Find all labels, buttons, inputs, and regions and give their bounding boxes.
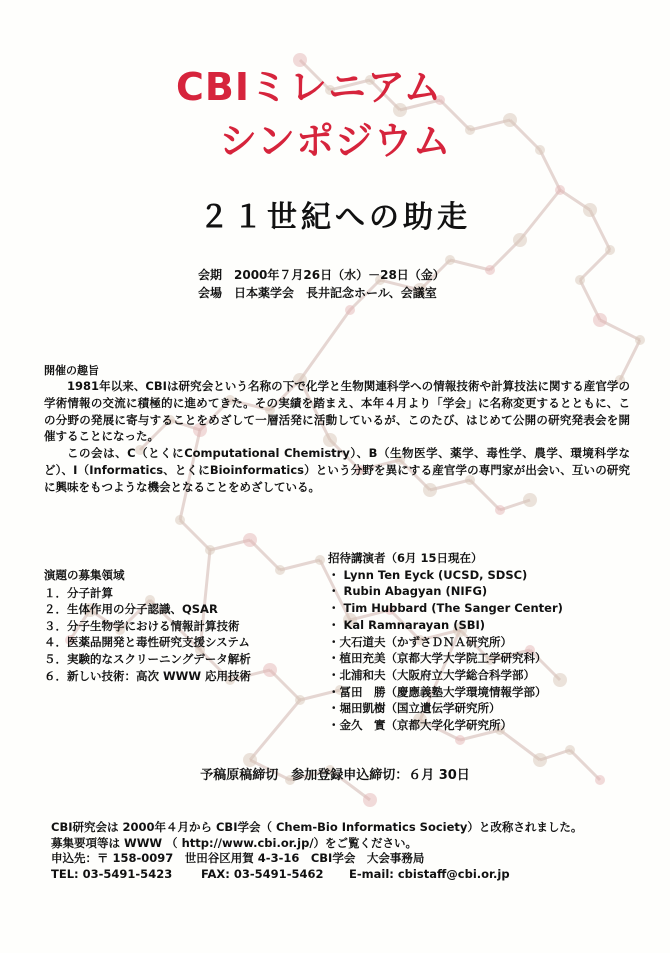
speaker-item: ・ Tim Hubbard (The Sanger Center) [328, 601, 563, 616]
speaker-item: ・大石道夫（かずさＤＮＡ研究所） [328, 634, 512, 649]
footer-info [51, 820, 582, 882]
molecule-atom [175, 515, 185, 525]
topic-item: ４．医薬品開発と毒性研究支援システム [44, 635, 250, 650]
footer-web-notice: 募集要項等は WWW （ http://www.cbi.or.jp/）をご覧ください。 [51, 835, 418, 850]
title-line-1: CBIミレニアム [176, 65, 443, 109]
topic-item: １．分子計算 [44, 585, 113, 600]
footer-fax: FAX: 03-5491-5462 [201, 866, 324, 881]
molecule-atom [503, 113, 517, 127]
speaker-item: ・金久 實（京都大学化学研究所） [328, 718, 512, 733]
topic-item: ６．新しい技術：高次 WWW 応用技術 [44, 668, 252, 683]
molecule-atom [445, 255, 455, 265]
title-line-2: シンポジウム [219, 119, 452, 163]
speakers-list [328, 550, 648, 734]
purpose-paragraph-2: この会は、C（とくにComputational Chemistry）、B（生物医学、薬学、毒性学、農学、環境科学など）、I（Informatics、とくにBioinformatics）という分野を異にする産官学の専門家が出会い、互いの研究に興味をもつような機会となることをめざしている。 [44, 446, 630, 494]
molecule-atom [295, 695, 305, 705]
molecule-bond [250, 700, 300, 760]
topics-list [44, 567, 334, 684]
molecule-bond [300, 310, 350, 380]
molecule-bond [620, 340, 640, 380]
topic-item: ３．分子生物学における情報計算技術 [44, 618, 240, 633]
speaker-item: ・北浦和夫（大阪府立大学総合科学部） [328, 667, 535, 682]
molecule-atom [575, 275, 585, 285]
footer-address: 申込先：〒 158-0097 世田谷区用賀 4-3-16 CBI学会 大会事務局 [51, 851, 425, 866]
topic-item: ２．生体作用の分子認識、QSAR [44, 602, 218, 617]
topic-item: ５．実験的なスクリーニングデータ解析 [44, 651, 251, 666]
speaker-item: ・ Lynn Ten Eyck (UCSD, SDSC) [328, 567, 528, 582]
subtitle: ２１世紀への助走 [199, 200, 471, 235]
molecule-atom [465, 125, 475, 135]
molecule-bond [180, 520, 210, 550]
molecule-bond [540, 150, 560, 190]
molecule-atom [635, 335, 645, 345]
molecule-atom [345, 305, 355, 315]
footer-email: E-mail: cbistaff@cbi.or.jp [349, 866, 510, 881]
purpose-body [44, 378, 630, 496]
molecule-atom [315, 555, 325, 565]
speaker-item: ・植田充美（京都大学大学院工学研究科） [328, 651, 547, 666]
date-line: 会期 2000年７月26日（水）－28日（金） [198, 268, 445, 282]
purpose-paragraph-1: 1981年以来、CBIは研究会という名称の下で化学と生物関連科学への情報技術や計算技法に関する産官学の学術情報の交流に積極的に進めてきた。その実績を踏まえ、本年４月より「学会」に名称変更するとともに、この分野の発展に寄与することをめざして一層活発に活動しているが、このたび、はじめて公開の研究発表会を開催することになった。 [44, 379, 630, 444]
molecule-bond [580, 250, 610, 280]
molecule-atom [455, 735, 465, 745]
footer-tel: TEL: 03-5491-5423 [51, 866, 173, 881]
molecule-atom [593, 313, 607, 327]
purpose-heading: 開催の趣旨 [44, 364, 99, 377]
deadline-notice: 予稿原稿締切 参加登録申込締切：６月 30日 [200, 768, 470, 783]
molecule-atom [243, 533, 257, 547]
footer-contact-row [51, 867, 582, 883]
speaker-item: ・冨田 勝（慶應義塾大学環境情報学部） [328, 684, 547, 699]
molecule-bond [450, 260, 490, 270]
footer-rename-notice: CBI研究会は 2000年４月から CBI学会（ Chem-Bio Informatics Society）と改称されました。 [51, 820, 583, 834]
molecule-atom [495, 505, 505, 515]
molecule-atom [485, 265, 495, 275]
topics-heading: 演題の募集領域 [44, 568, 125, 582]
molecule-atom [205, 545, 215, 555]
molecule-bond [500, 730, 540, 760]
speakers-heading: 招待講演者（6月 15日現在） [328, 551, 483, 565]
venue-line: 会場 日本薬学会 長井記念ホール、会議室 [198, 286, 437, 300]
speaker-item: ・ Rubin Abagyan (NIFG) [328, 584, 488, 599]
molecule-atom [535, 145, 545, 155]
molecule-atom [605, 245, 615, 255]
speaker-item: ・堀田凱樹（国立遺伝学研究所） [328, 701, 501, 716]
speaker-item: ・ Kal Ramnarayan (SBI) [328, 617, 486, 632]
molecule-atom [565, 745, 575, 755]
molecule-atom [363, 793, 377, 807]
